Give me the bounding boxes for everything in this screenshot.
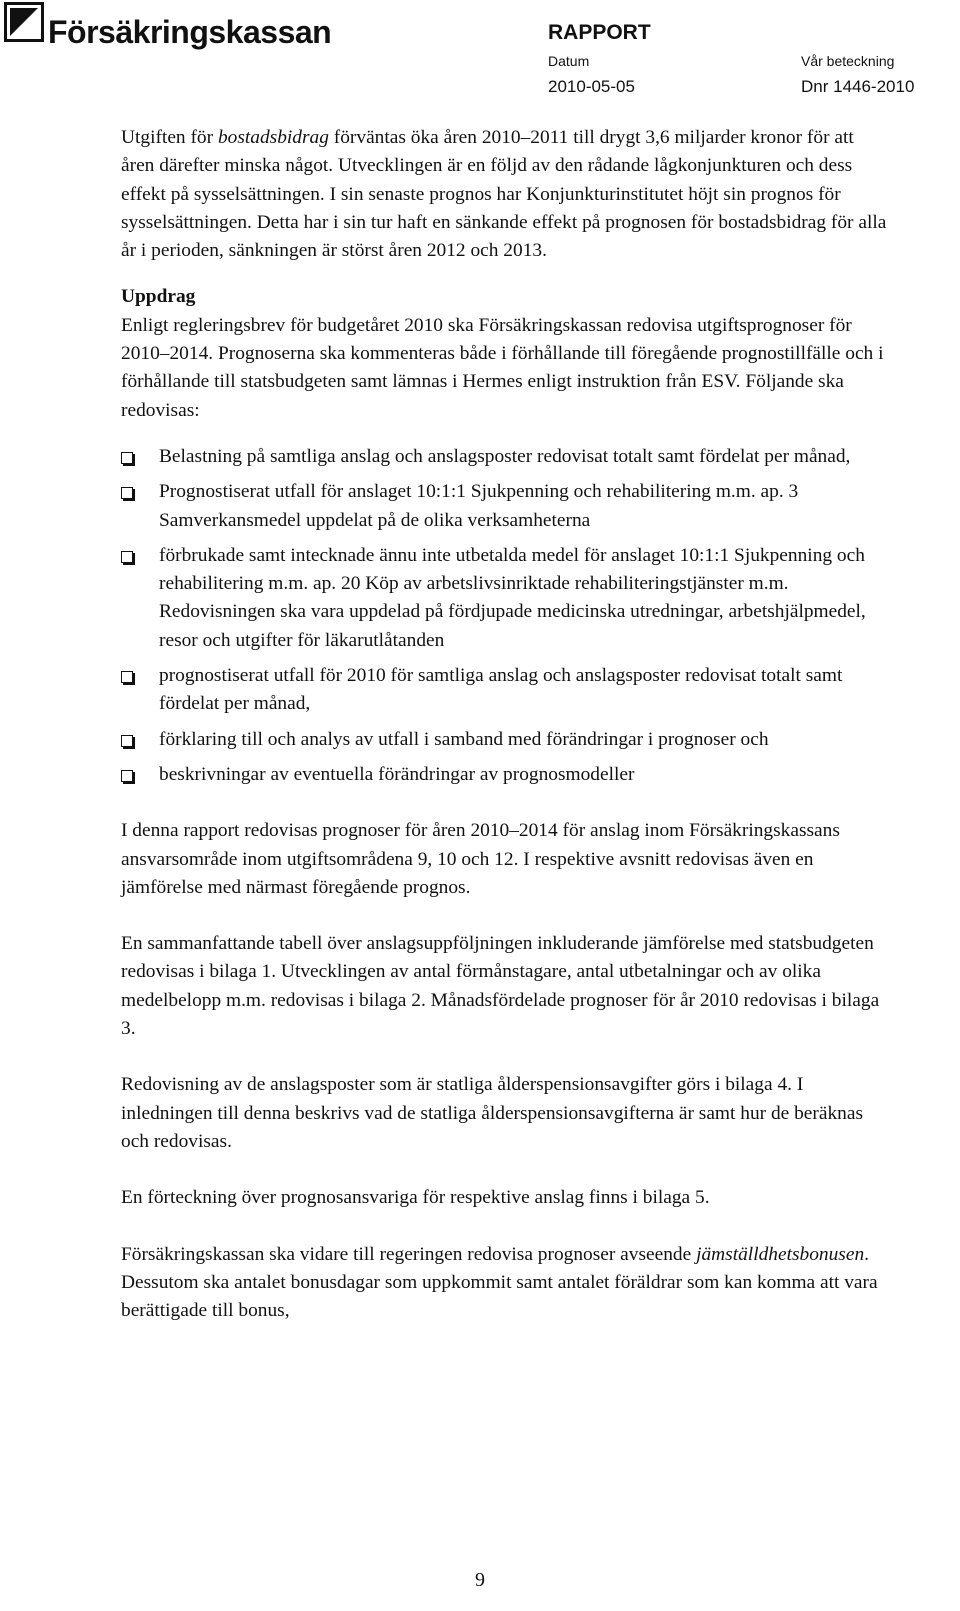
section-heading-uppdrag: Uppdrag <box>121 286 196 308</box>
paragraph-responsible-list: En förteckning över prognosansvariga för respektive anslag finns i bilaga 5. <box>121 1187 710 1209</box>
paragraph-bostadsbidrag: Utgiften för bostadsbidrag förväntas öka åren 2010–2011 till drygt 3,6 miljarder kronor för att åren därefter minska något. Utvecklingen är en följd av den rådande lågkonjunkturen och dess effekt på sysselsättningen. I sin senaste prognos har Konjunkturinstitutet höjt sin prognos för sysselsättningen. Detta har i sin tur haft en sänkande effekt på prognosen för bostadsbidrag för alla år i perioden, sänkningen är störst åren 2012 och 2013. <box>121 127 887 262</box>
list-item: Belastning på samtliga anslag och anslagsposter redovisat totalt samt fördelat per månad, <box>121 443 891 471</box>
list-item: beskrivningar av eventuella förändringar av prognosmodeller <box>121 761 891 789</box>
list-item: förklaring till och analys av utfall i samband med förändringar i prognoser och <box>121 726 891 754</box>
requirements-list <box>121 443 891 789</box>
page-number: 9 <box>475 1569 485 1591</box>
paragraph-report-scope: I denna rapport redovisas prognoser för åren 2010–2014 för anslag inom Försäkringskassans ansvarsområde inom utgiftsområdena 9, 10 och 12. I respektive avsnitt redovisas även en jämförelse med närmast föregående prognos. <box>121 820 840 898</box>
paragraph-bonus: Försäkringskassan ska vidare till regeringen redovisa prognoser avseende jämställdhetsbonusen. Dessutom ska antalet bonusdagar som uppkommit samt antalet föräldrar som kan komma att vara berättigade till bonus, <box>121 1243 878 1322</box>
italic-term: jämställdhetsbonusen <box>696 1243 865 1265</box>
paragraph-pension-fees: Redovisning av de anslagsposter som är statliga ålderspensionsavgifter görs i bilaga 4. I inledningen till denna beskrivs vad de statliga ålderspensionsavgifterna är samt hur de beräknas och redovisas. <box>121 1074 864 1152</box>
date-label: Datum <box>548 53 590 69</box>
paragraph-appendices: En sammanfattande tabell över anslagsuppföljningen inkluderande jämförelse med statsbudgeten redovisas i bilaga 1. Utvecklingen av antal förmånstagare, antal utbetalningar och av olika medelbelopp m.m. redovisas i bilaga 2. Månadsfördelade prognoser för år 2010 redovisas i bilaga 3. <box>121 933 880 1040</box>
italic-term: bostadsbidrag <box>217 127 329 148</box>
checkbox-bullet-icon <box>121 551 133 563</box>
document-body <box>121 124 891 1325</box>
checkbox-bullet-icon <box>121 452 133 464</box>
checkbox-bullet-icon <box>121 735 133 747</box>
checkbox-bullet-icon <box>121 487 133 499</box>
reference-label: Vår beteckning <box>801 53 895 69</box>
list-item: prognostiserat utfall för 2010 för samtliga anslag och anslagsposter redovisat totalt samt fördelat per månad, <box>121 662 891 719</box>
list-item: Prognostiserat utfall för anslaget 10:1:1 Sjukpenning och rehabilitering m.m. ap. 3 Samverkansmedel uppdelat på de olika verksamheterna <box>121 478 891 535</box>
logo-wordmark: Försäkringskassan <box>48 14 332 50</box>
checkbox-bullet-icon <box>121 671 133 683</box>
reference-value: Dnr 1446-2010 <box>801 77 915 96</box>
report-title: RAPPORT <box>548 21 651 44</box>
forsakringskassan-logo-icon <box>4 2 44 42</box>
date-value: 2010-05-05 <box>548 77 635 96</box>
logo <box>4 2 331 48</box>
paragraph-uppdrag: Enligt regleringsbrev för budgetåret 2010 ska Försäkringskassan redovisa utgiftsprognoser för 2010–2014. Prognoserna ska kommenteras både i förhållande till föregående prognostillfälle och i förhållande till statsbudgeten samt lämnas i Hermes enligt instruktion från ESV. Följande ska redovisas: <box>121 314 884 421</box>
checkbox-bullet-icon <box>121 770 133 782</box>
list-item: förbrukade samt intecknade ännu inte utbetalda medel för anslaget 10:1:1 Sjukpenning och rehabilitering m.m. ap. 20 Köp av arbetslivsinriktade rehabiliteringstjänster m.m. Redovisningen ska vara uppdelad på fördjupade medicinska utredningar, arbetshjälpmedel, resor och utgifter för läkarutlåtanden <box>121 542 891 655</box>
